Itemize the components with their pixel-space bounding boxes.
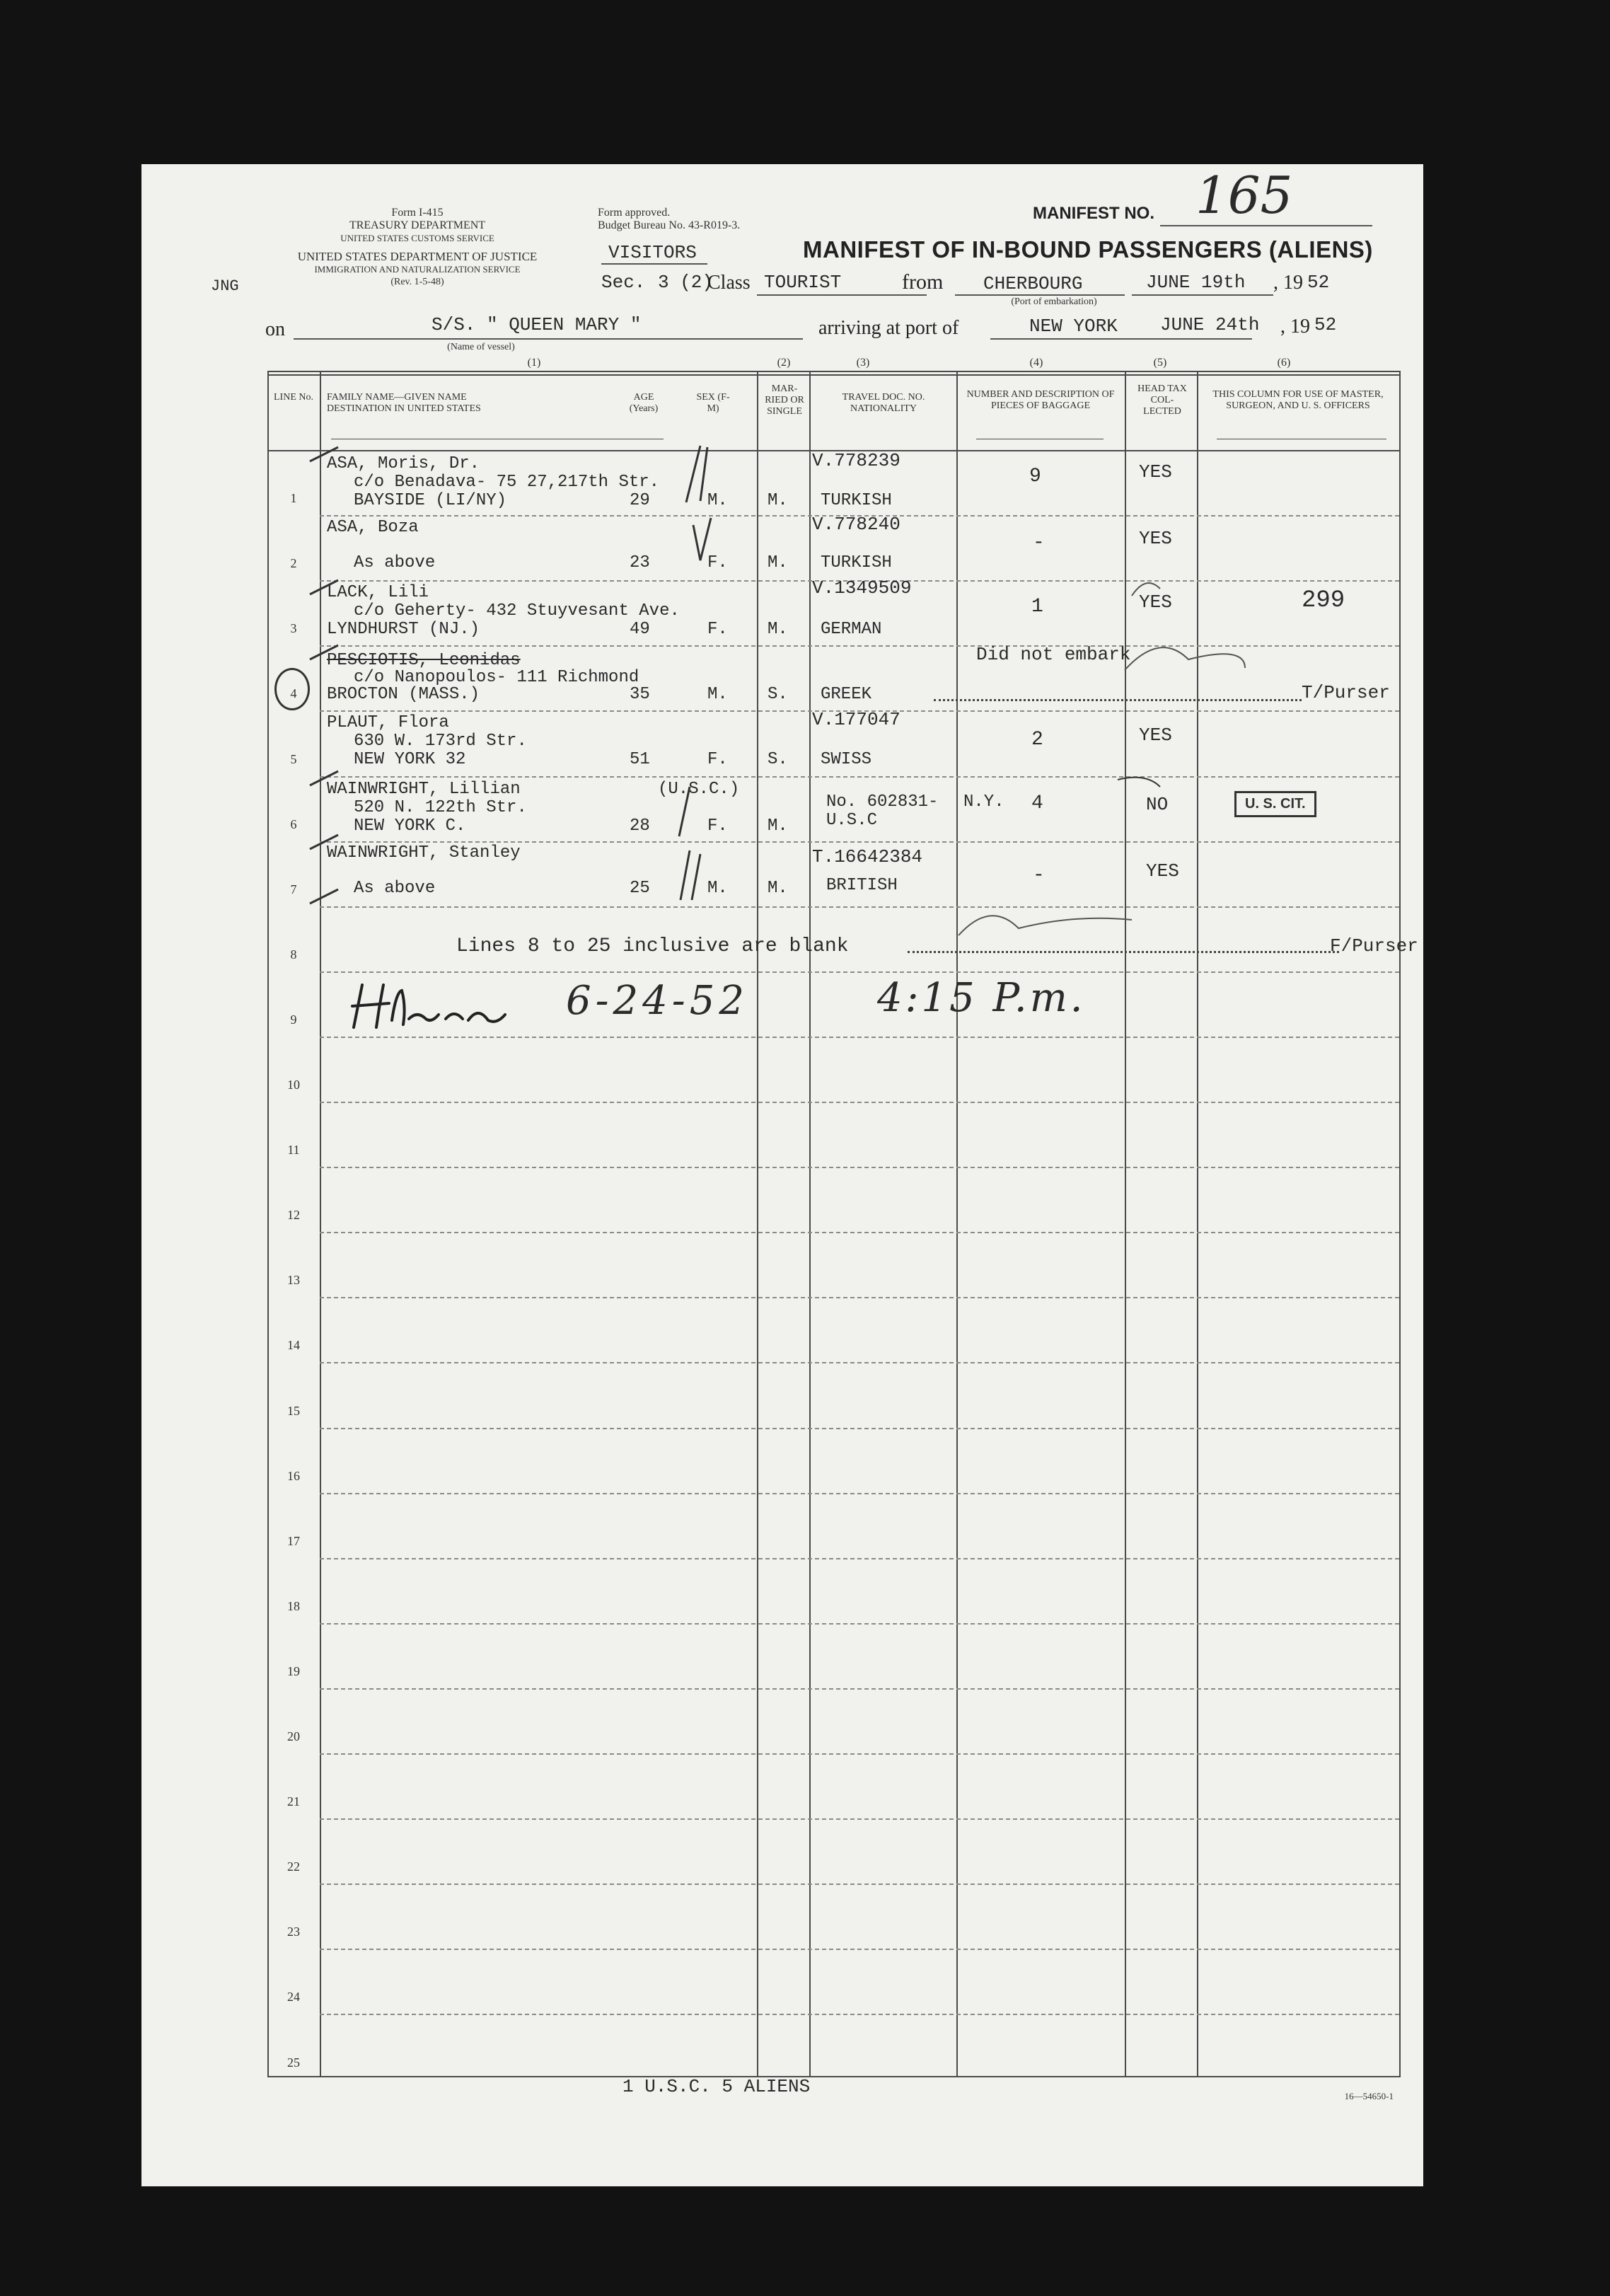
line-number: 3 — [290, 621, 297, 635]
nationality: TURKISH — [821, 491, 892, 510]
passenger-marital: S. — [768, 685, 788, 704]
passenger-address: c/o Geherty- 432 Stuyvesant Ave. — [354, 601, 680, 621]
line-number: 7 — [290, 882, 297, 896]
blank-lines-dotted-leader — [908, 951, 1339, 953]
arriving-label: arriving at port of — [818, 317, 959, 339]
line-number: 20 — [287, 1729, 300, 1743]
departure-year-prefix: , 19 — [1273, 272, 1303, 294]
blank-lines-note: Lines 8 to 25 inclusive are blank — [456, 935, 849, 957]
row-rule — [320, 1883, 1399, 1885]
col-header-married: MAR-RIED OR SINGLE — [765, 383, 804, 417]
row-rule — [320, 1232, 1399, 1233]
line-number: 25 — [287, 2055, 300, 2070]
purser-tail: F/Purser — [1330, 935, 1418, 957]
passenger-age: 35 — [630, 685, 650, 704]
col-header-age: AGE (Years) — [629, 392, 659, 414]
line-number: 4 — [290, 686, 297, 700]
column-number: (2) — [777, 357, 791, 369]
col-header-line: LINE No. — [274, 392, 313, 403]
col-header-head-tax: HEAD TAX COL-LECTED — [1137, 383, 1187, 417]
class-value: TOURIST — [764, 272, 842, 293]
travel-doc-no: V.177047 — [812, 709, 900, 730]
passenger-age: 51 — [630, 750, 650, 769]
from-label: from — [902, 270, 944, 294]
port-embark-caption: (Port of embarkation) — [1011, 296, 1097, 307]
vessel-name: S/S. " QUEEN MARY " — [432, 314, 642, 335]
line-number: 5 — [290, 752, 297, 766]
baggage-count: 2 — [1031, 729, 1043, 751]
passenger-destination: As above — [354, 879, 436, 898]
ins-service: IMMIGRATION AND NATURALIZATION SERVICE — [314, 264, 521, 275]
travel-doc-no: V.1349509 — [812, 577, 912, 599]
passenger-marital: M. — [768, 620, 788, 639]
passenger-name: ASA, Moris, Dr. — [327, 454, 480, 473]
officer-note: 299 — [1302, 587, 1345, 614]
arrival-year-prefix: , 19 — [1280, 316, 1310, 338]
head-tax: YES — [1139, 725, 1172, 746]
passenger-destination: BROCTON (MASS.) — [327, 685, 480, 704]
passenger-name: PLAUT, Flora — [327, 713, 449, 732]
usc-stamp: U. S. CIT. — [1234, 791, 1316, 817]
row-rule — [320, 1037, 1399, 1038]
col-header-travel-doc: TRAVEL DOC. NO. NATIONALITY — [842, 392, 925, 414]
line-number: 13 — [287, 1273, 300, 1287]
budget-bureau: Budget Bureau No. 43-R019-3. — [598, 219, 741, 231]
footer-code: 16—54650-1 — [1344, 2091, 1394, 2101]
travel-doc-no: V.778239 — [812, 450, 900, 471]
on-label: on — [265, 318, 285, 340]
ny-tag: N.Y. — [963, 792, 1004, 812]
passenger-marital: M. — [768, 817, 788, 836]
totals-summary: 1 U.S.C. 5 ALIENS — [622, 2076, 811, 2097]
row-rule — [320, 1949, 1399, 1950]
nationality: U.S.C — [826, 811, 878, 830]
departure-year: 52 — [1307, 272, 1330, 293]
row-rule — [320, 1362, 1399, 1363]
purser-tail: T/Purser — [1302, 682, 1390, 703]
head-tax: YES — [1139, 528, 1172, 549]
side-code: JNG — [211, 277, 239, 295]
passenger-sex: M. — [707, 685, 728, 704]
column-number: (5) — [1153, 357, 1167, 369]
row-rule — [320, 2014, 1399, 2015]
check-marks — [141, 164, 1423, 1013]
passenger-name: WAINWRIGHT, Lillian — [327, 780, 521, 799]
treasury-dept: TREASURY DEPARTMENT — [349, 219, 486, 231]
line-number: 15 — [287, 1404, 300, 1418]
passenger-sex: F. — [707, 553, 728, 572]
line-number: 23 — [287, 1925, 300, 1939]
row-rule — [320, 1688, 1399, 1690]
head-tax: YES — [1146, 860, 1179, 882]
column-number: (6) — [1277, 357, 1291, 369]
class-label: Class — [707, 272, 751, 294]
nationality: SWISS — [821, 750, 872, 769]
row-rule — [320, 1623, 1399, 1625]
handwritten-time: 4:15 P.m. — [877, 975, 1086, 1021]
passenger-destination: LYNDHURST (NJ.) — [327, 620, 480, 639]
passenger-sex: M. — [707, 879, 728, 898]
line-number: 21 — [287, 1794, 300, 1808]
column-number: (3) — [856, 357, 870, 369]
baggage-count: 4 — [1031, 792, 1043, 814]
did-not-embark: Did not embark — [976, 644, 1131, 665]
passenger-address: c/o Benadava- 75 27,217th Str. — [354, 473, 660, 492]
passenger-age: 23 — [630, 553, 650, 572]
line-number: 10 — [287, 1078, 300, 1092]
passenger-address: c/o Nanopoulos- 111 Richmond — [354, 668, 639, 687]
column-number: (1) — [527, 357, 541, 369]
passenger-name: PESCIOTIS, Leonidas — [327, 651, 521, 670]
passenger-marital: S. — [768, 750, 788, 769]
passenger-address: 520 N. 122th Str. — [354, 798, 527, 817]
passenger-name: LACK, Lili — [327, 583, 429, 602]
line-number: 12 — [287, 1208, 300, 1222]
line-number: 17 — [287, 1534, 300, 1548]
line-number: 16 — [287, 1469, 300, 1483]
head-tax: YES — [1139, 592, 1172, 613]
passenger-age: 28 — [630, 817, 650, 836]
line-number: 22 — [287, 1859, 300, 1874]
line-number: 24 — [287, 1990, 300, 2004]
col-header-name: FAMILY NAME—GIVEN NAME DESTINATION IN UNITED STATES — [327, 392, 481, 414]
departure-date: JUNE 19th — [1146, 272, 1246, 293]
handwritten-date: 6-24-52 — [566, 978, 748, 1024]
passenger-age: 49 — [630, 620, 650, 639]
inspector-signature — [347, 978, 531, 1034]
manifest-sheet — [141, 164, 1423, 2186]
passenger-destination: BAYSIDE (LI/NY) — [354, 491, 507, 510]
passenger-name: WAINWRIGHT, Stanley — [327, 843, 521, 863]
col-header-sex: SEX (F-M) — [696, 392, 730, 414]
nationality: GERMAN — [821, 620, 882, 639]
nationality: GREEK — [821, 685, 872, 704]
passenger-sex: F. — [707, 620, 728, 639]
passenger-destination: NEW YORK C. — [354, 817, 466, 836]
passenger-name: ASA, Boza — [327, 518, 419, 537]
nationality: TURKISH — [821, 553, 892, 572]
passenger-address: 630 W. 173rd Str. — [354, 732, 527, 751]
head-tax: NO — [1146, 794, 1169, 815]
justice-dept: UNITED STATES DEPARTMENT OF JUSTICE — [297, 250, 538, 263]
column-number: (4) — [1029, 357, 1043, 369]
row-rule — [320, 1167, 1399, 1168]
passenger-marital: M. — [768, 879, 788, 898]
manifest-number: 165 — [1195, 166, 1293, 225]
col-header-baggage: NUMBER AND DESCRIPTION OF PIECES OF BAGGAGE — [966, 389, 1115, 411]
passenger-sex: F. — [707, 750, 728, 769]
row-rule — [320, 1297, 1399, 1298]
row-rule — [320, 1102, 1399, 1103]
revision: (Rev. 1-5-48) — [390, 277, 444, 287]
col-header-officers: THIS COLUMN FOR USE OF MASTER, SURGEON, AND U. S. OFFICERS — [1212, 389, 1384, 411]
travel-doc-no: T.16642384 — [812, 846, 923, 867]
passenger-marital: M. — [768, 491, 788, 510]
baggage-count: 1 — [1031, 596, 1043, 618]
row-rule — [320, 1558, 1399, 1559]
passenger-sex: F. — [707, 817, 728, 836]
line-number: 8 — [290, 947, 297, 962]
row-rule — [320, 1493, 1399, 1494]
customs-service: UNITED STATES CUSTOMS SERVICE — [340, 233, 494, 243]
travel-doc-no: No. 602831- — [826, 792, 939, 812]
baggage-count: - — [1033, 532, 1045, 554]
passenger-sex: M. — [707, 491, 728, 510]
travel-doc-no: V.778240 — [812, 514, 900, 535]
arrival-port: NEW YORK — [1029, 316, 1118, 337]
line-number: 19 — [287, 1664, 300, 1678]
vessel-caption: (Name of vessel) — [447, 342, 515, 352]
manifest-title: MANIFEST OF IN-BOUND PASSENGERS (ALIENS) — [803, 236, 1373, 263]
row-rule — [320, 1818, 1399, 1820]
manifest-no-label: MANIFEST NO. — [1033, 204, 1154, 223]
table-bottom-rule — [267, 2076, 1401, 2077]
arrival-year: 52 — [1314, 314, 1337, 335]
passenger-age: 29 — [630, 491, 650, 510]
usc-paren: (U.S.C.) — [658, 780, 740, 799]
port-of-embarkation: CHERBOURG — [983, 273, 1083, 294]
passenger-age: 25 — [630, 879, 650, 898]
form-approved: Form approved. — [598, 207, 671, 219]
line-number: 14 — [287, 1338, 300, 1352]
baggage-count: 9 — [1029, 466, 1041, 488]
form-number: Form I-415 — [391, 207, 444, 219]
sec-value: 3 (2) — [658, 272, 714, 293]
row-rule — [320, 1428, 1399, 1429]
head-tax: YES — [1139, 461, 1172, 483]
sec-prefix: Sec. — [601, 272, 646, 293]
passenger-marital: M. — [768, 553, 788, 572]
row-rule — [320, 1753, 1399, 1755]
line-number: 11 — [287, 1143, 300, 1157]
baggage-count: - — [1033, 865, 1045, 887]
passenger-destination: NEW YORK 32 — [354, 750, 466, 769]
line-number: 18 — [287, 1599, 300, 1613]
arrival-date: JUNE 24th — [1160, 314, 1260, 335]
line-number: 1 — [290, 491, 297, 505]
line-number: 2 — [290, 556, 297, 570]
nationality: BRITISH — [826, 876, 898, 895]
passenger-destination: As above — [354, 553, 436, 572]
visitors-label: VISITORS — [608, 242, 697, 263]
line-number: 9 — [290, 1013, 297, 1027]
line-number: 6 — [290, 817, 297, 831]
